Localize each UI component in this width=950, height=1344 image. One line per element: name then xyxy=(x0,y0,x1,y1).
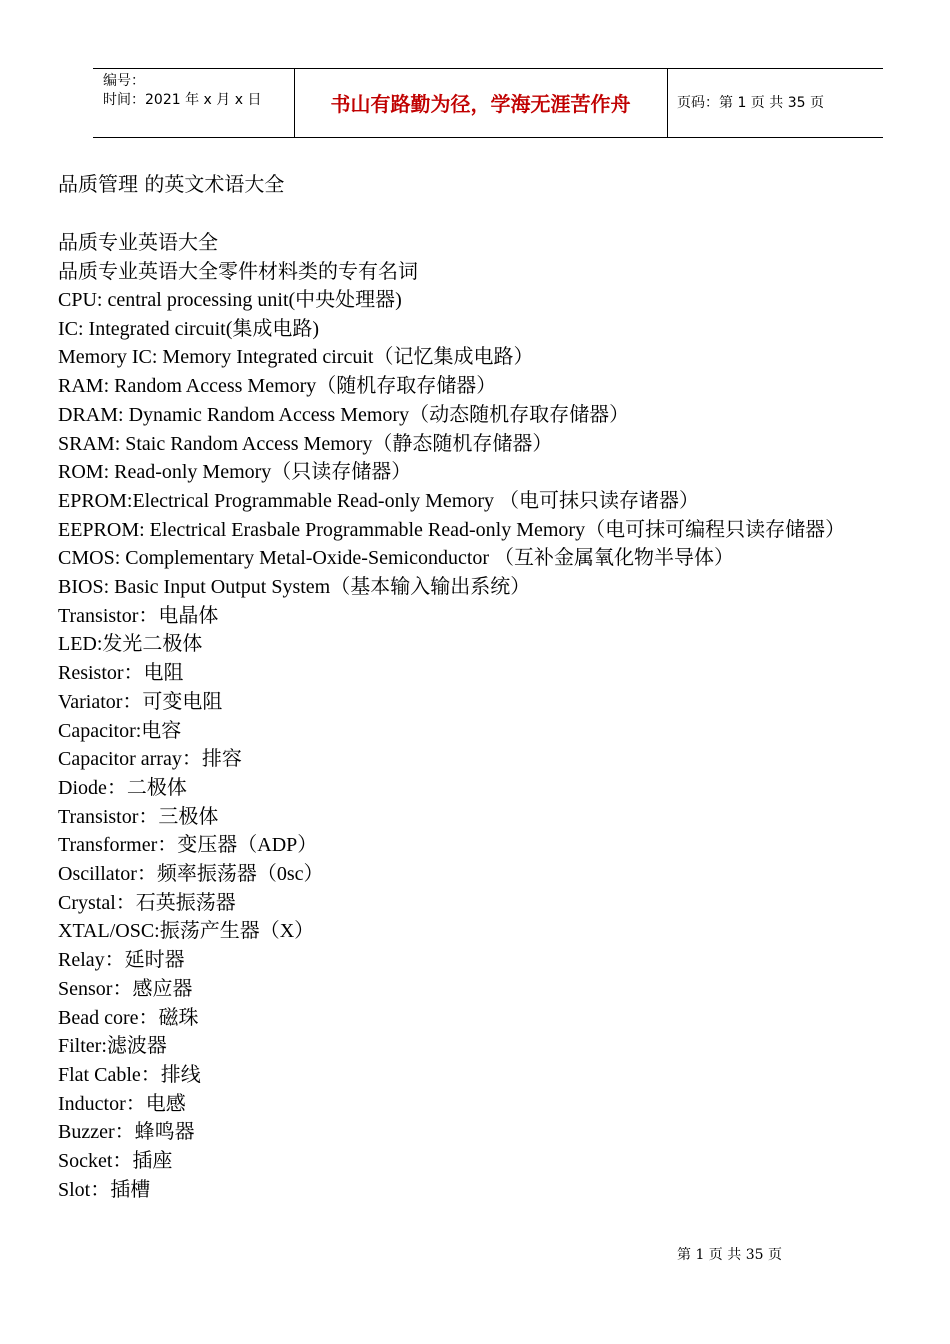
term-item: Transistor：三极体 xyxy=(58,805,219,828)
spacer xyxy=(58,198,898,228)
term-item: DRAM: Dynamic Random Access Memory（动态随机存取存储器） xyxy=(58,403,630,426)
term-item: EEPROM: Electrical Erasbale Programmable Read-only Memory（电可抹可编程只读存储器） xyxy=(58,518,846,541)
header-page-info: 页码：第 1 页 共 35 页 xyxy=(677,95,824,111)
term-item: Capacitor array：排容 xyxy=(58,748,242,771)
term-item: BIOS: Basic Input Output System（基本输入输出系统） xyxy=(58,576,531,599)
term-item: Buzzer：蜂鸣器 xyxy=(58,1121,195,1144)
term-item: Diode：二极体 xyxy=(58,776,187,799)
term-item: Memory IC: Memory Integrated circuit（记忆集成电路） xyxy=(58,346,534,369)
term-item: Bead core：磁珠 xyxy=(58,1006,199,1029)
term-list xyxy=(58,286,898,1205)
term-item: Variator：可变电阻 xyxy=(58,690,223,713)
term-item: Relay：延时器 xyxy=(58,949,185,972)
term-item: CMOS: Complementary Metal-Oxide-Semiconductor （互补金属氧化物半导体） xyxy=(58,547,735,570)
term-item: Transistor：电晶体 xyxy=(58,604,219,627)
term-item: Inductor：电感 xyxy=(58,1092,186,1115)
term-item: SRAM: Staic Random Access Memory（静态随机存储器） xyxy=(58,432,553,455)
term-item: Slot：插槽 xyxy=(58,1178,151,1201)
term-item: Sensor：感应器 xyxy=(58,977,193,1000)
term-item: ROM: Read-only Memory（只读存储器） xyxy=(58,461,412,484)
section-heading: 品质专业英语大全 xyxy=(58,230,218,254)
term-item: Capacitor:电容 xyxy=(58,719,182,742)
term-item: Flat Cable：排线 xyxy=(58,1063,201,1086)
term-item: IC: Integrated circuit(集成电路) xyxy=(58,317,320,340)
document-title: 品质管理 的英文术语大全 xyxy=(58,172,285,196)
term-item: Resistor：电阻 xyxy=(58,662,184,685)
header-motto-cell xyxy=(294,69,668,137)
term-item: Socket：插座 xyxy=(58,1150,173,1173)
document-body xyxy=(58,170,898,1205)
time-label: 时间：2021 年 x 月 x 日 xyxy=(103,92,262,108)
page-footer: 第 1 页 共 35 页 xyxy=(677,1247,782,1263)
term-item: Oscillator：频率振荡器（0sc） xyxy=(58,863,324,886)
term-item: Crystal：石英振荡器 xyxy=(58,891,236,914)
serial-number-label: 编号： xyxy=(103,73,145,89)
section-subheading: 品质专业英语大全零件材料类的专有名词 xyxy=(58,259,418,283)
header-page-cell xyxy=(668,69,883,137)
term-item: EPROM:Electrical Programmable Read-only Memory （电可抹只读存诸器） xyxy=(58,489,700,512)
term-item: XTAL/OSC:振荡产生器（X） xyxy=(58,920,315,943)
term-item: RAM: Random Access Memory（随机存取存储器） xyxy=(58,375,497,398)
motto-text: 书山有路勤为径，学海无涯苦作舟 xyxy=(330,92,631,116)
term-item: Filter:滤波器 xyxy=(58,1035,167,1058)
page-header xyxy=(93,68,883,138)
term-item: Transformer：变压器（ADP） xyxy=(58,834,318,857)
header-meta-cell xyxy=(93,69,295,137)
term-item: CPU: central processing unit(中央处理器) xyxy=(58,289,402,311)
term-item: LED:发光二极体 xyxy=(58,633,203,656)
